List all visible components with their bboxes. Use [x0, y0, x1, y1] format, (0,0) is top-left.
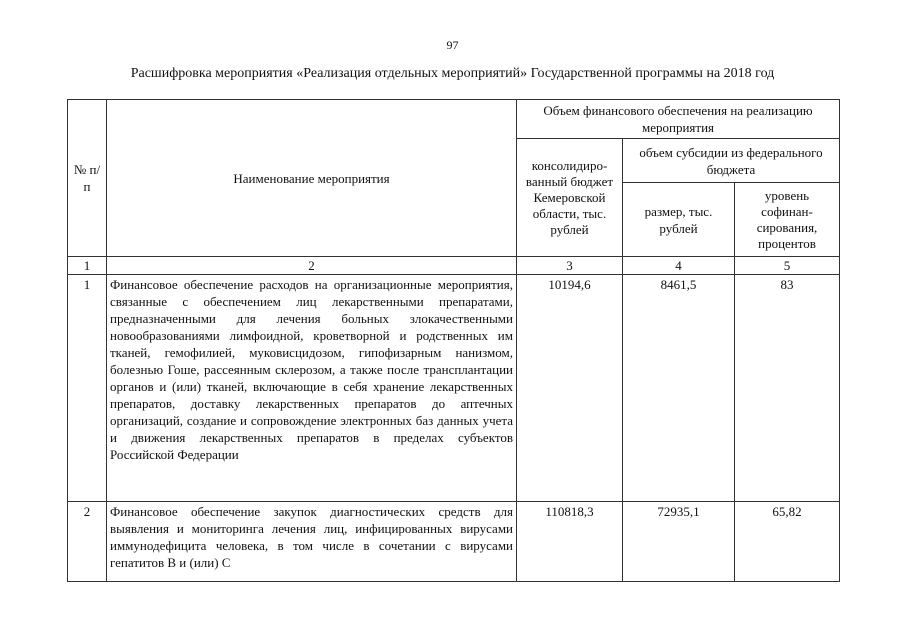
- column-number: 1: [68, 257, 107, 275]
- page-number: 97: [446, 38, 459, 52]
- table-row: [68, 275, 840, 502]
- row-name: Финансовое обеспечение расходов на организационные мероприятия, связанные с обеспечением лиц лекарственными препаратами, предназначенными для лечения больных злокачественными новообразованиями лимфоидной, кроветворной и родственных им тканей, гемофилией, муковисцидозом, гипофизарным нанизмом, болезнью Гоше, рассеянным склерозом, а также после трансплантации органов и (или) тканей, включающие в себя хранение лекарственных препаратов, доставку лекарственных препаратов до аптечных организаций, создание и сопровождение электронных баз данных учета и движения лекарственных препаратов в пределах субъектов Российской Федерации: [107, 275, 517, 502]
- header-funding-group: Объем финансового обеспечения на реализацию мероприятия: [517, 100, 840, 139]
- column-number: 2: [107, 257, 517, 275]
- row-federal: 8461,5: [623, 275, 735, 502]
- header-cofinancing-level: уровень софинан-сирования, процентов: [735, 183, 840, 257]
- header-federal-group: объем субсидии из федерального бюджета: [623, 139, 840, 183]
- header-federal-size: размер, тыс. рублей: [623, 183, 735, 257]
- funding-table: [67, 99, 840, 582]
- column-number: 5: [735, 257, 840, 275]
- row-federal: 72935,1: [623, 502, 735, 582]
- row-consolidated: 10194,6: [517, 275, 623, 502]
- header-name: Наименование мероприятия: [107, 100, 517, 257]
- row-cofinancing: 65,82: [735, 502, 840, 582]
- row-number: 2: [68, 502, 107, 582]
- row-name: Финансовое обеспечение закупок диагностических средств для выявления и мониторинга лечения лиц, инфицированных вирусами иммунодефицита человека, в том числе в сочетании с вирусами гепатитов В и (или) С: [107, 502, 517, 582]
- table-row: [68, 502, 840, 582]
- header-consolidated-budget: консолидиро-ванный бюджет Кемеровской области, тыс. рублей: [517, 139, 623, 257]
- header-num: № п/п: [68, 100, 107, 257]
- row-number: 1: [68, 275, 107, 502]
- row-consolidated: 110818,3: [517, 502, 623, 582]
- document-title: Расшифровка мероприятия «Реализация отдельных мероприятий» Государственной программы на 2018 год: [130, 66, 775, 81]
- column-number: 4: [623, 257, 735, 275]
- row-cofinancing: 83: [735, 275, 840, 502]
- column-number-row: [68, 257, 840, 275]
- column-number: 3: [517, 257, 623, 275]
